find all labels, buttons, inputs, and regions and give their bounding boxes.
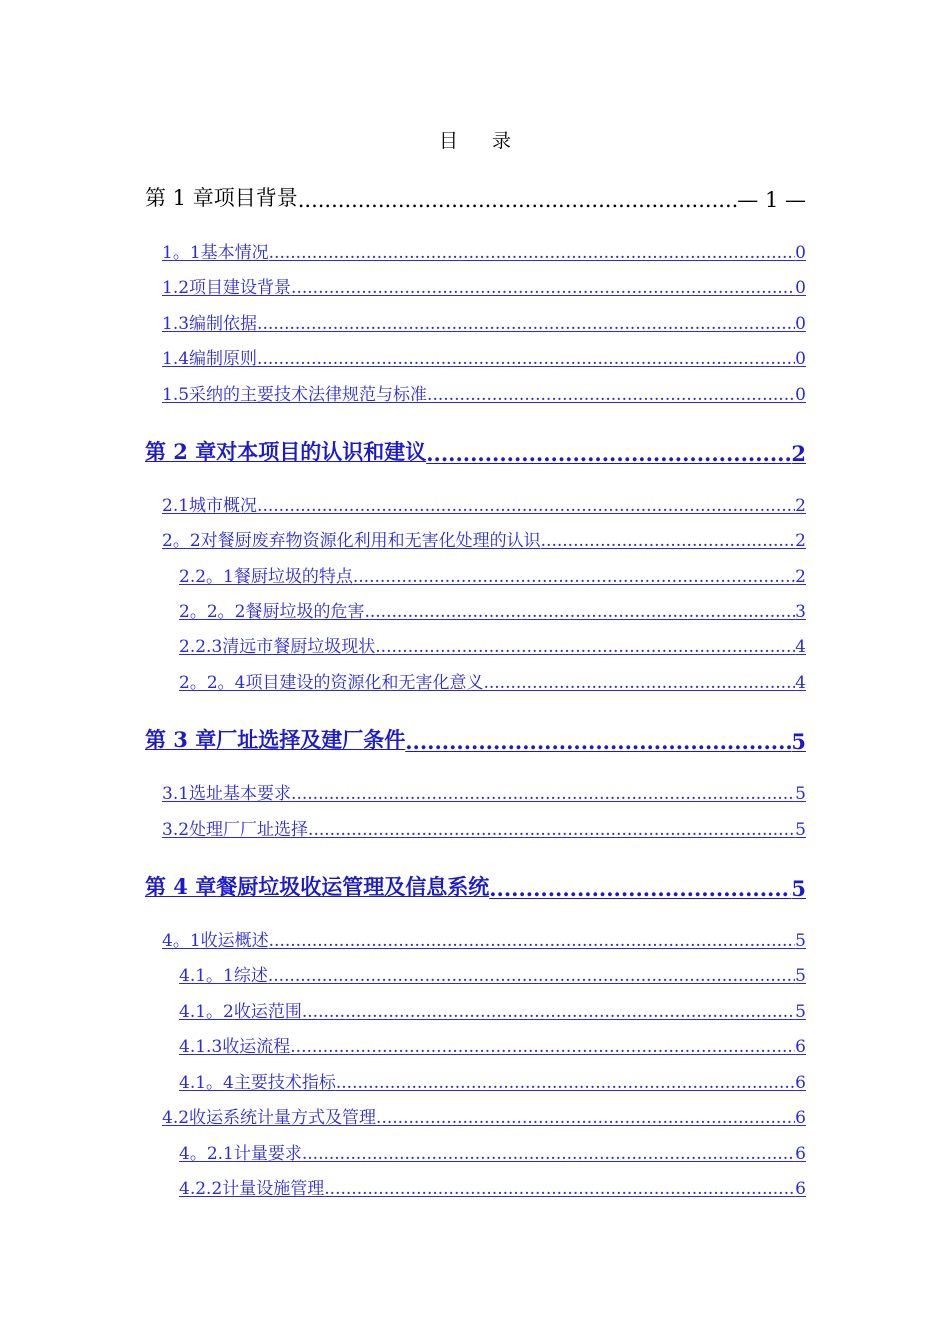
toc-entry-title: 对本项目的认识和建议 (216, 439, 427, 464)
toc-section-1-3[interactable] (162, 309, 806, 334)
toc-dot-leader (291, 278, 795, 298)
toc-entry-number: 第 4 章 (145, 874, 217, 899)
toc-section-2-1[interactable] (162, 491, 806, 516)
toc-chapter-2[interactable] (145, 436, 806, 466)
toc-entry-number: 2。2。4 (179, 673, 246, 693)
toc-entry-title: 基本情况 (200, 243, 269, 263)
toc-section-4-2[interactable] (162, 1103, 806, 1128)
toc-entry-title: 收运流程 (222, 1037, 291, 1057)
toc-entry-number: 1.5 (162, 385, 190, 405)
toc-page-number: 6 (795, 1179, 806, 1199)
toc-page-number: 2 (795, 567, 806, 587)
toc-section-1-5[interactable] (162, 380, 806, 405)
toc-page-number: 4 (795, 637, 806, 657)
toc-entry-title: 编制依据 (189, 314, 258, 334)
toc-entry-title: 采纳的主要技术法律规范与标准 (189, 385, 428, 405)
toc-page-number: 5 (795, 1002, 806, 1022)
toc-entry-title: 综述 (233, 966, 268, 986)
toc-dot-leader (290, 1037, 795, 1057)
toc-dot-leader (302, 1002, 795, 1022)
toc-section-4-1[interactable] (162, 926, 806, 951)
toc-dot-leader (483, 673, 795, 693)
toc-dot-leader (489, 876, 791, 901)
toc-entry-number: 第 1 章 (145, 186, 214, 210)
toc-entry-title: 编制原则 (189, 349, 258, 369)
toc-page-number: 3 (795, 602, 806, 622)
toc-entry-number: 4.1。4 (179, 1073, 234, 1093)
toc-chapter-3[interactable] (145, 724, 806, 754)
toc-entry-number: 4.2 (162, 1108, 190, 1128)
toc-page-number: 0 (795, 278, 806, 298)
toc-dot-leader (376, 1108, 795, 1128)
toc-dot-leader (324, 1179, 795, 1199)
toc-page-number: 5 (795, 966, 806, 986)
toc-page-number: 6 (795, 1073, 806, 1093)
toc-entry-title: 对餐厨废弃物资源化利用和无害化处理的认识 (200, 531, 541, 551)
toc-entry-title: 餐厨垃圾的特点 (233, 567, 353, 587)
toc-entry-number: 2.2。1 (179, 567, 234, 587)
toc-section-4-2-2[interactable] (179, 1174, 806, 1199)
toc-entry-title: 计量设施管理 (222, 1179, 325, 1199)
toc-entry-title: 项目背景 (213, 186, 298, 210)
toc-entry-number: 4。1 (162, 931, 201, 951)
toc-page-number: 6 (795, 1037, 806, 1057)
toc-entry-number: 3.1 (162, 784, 190, 804)
toc-dot-leader (426, 441, 791, 466)
toc-section-3-1[interactable] (162, 779, 806, 804)
toc-entry-title: 厂址选择及建厂条件 (216, 727, 406, 752)
toc-entry-number: 2。2 (162, 531, 201, 551)
toc-entry-number: 1.2 (162, 278, 190, 298)
toc-dot-leader (291, 784, 795, 804)
toc-entry-number: 1.3 (162, 314, 190, 334)
toc-page-number: 5 (795, 820, 806, 840)
toc-page-number: 6 (795, 1144, 806, 1164)
toc-section-2-2-1[interactable] (179, 562, 806, 587)
toc-entry-title: 主要技术指标 (233, 1073, 336, 1093)
page-title: 目 录 (438, 130, 526, 152)
toc-dot-leader (257, 496, 795, 516)
toc-entry-title: 收运系统计量方式及管理 (189, 1108, 377, 1128)
toc-entry-title: 城市概况 (189, 496, 258, 516)
toc-entry-title: 收运概述 (200, 931, 269, 951)
toc-page-number: 5 (791, 729, 806, 754)
toc-dot-leader (298, 188, 738, 212)
toc-page-number: 2 (791, 441, 806, 466)
toc-page-number: — 1 — (737, 188, 806, 212)
toc-page-number: 5 (795, 784, 806, 804)
toc-section-1-2[interactable] (162, 273, 806, 298)
toc-entry-title: 项目建设的资源化和无害化意义 (245, 673, 484, 693)
toc-dot-leader (269, 243, 796, 263)
toc-section-4-2-1[interactable] (179, 1139, 806, 1164)
toc-dot-leader (541, 531, 796, 551)
toc-dot-leader (257, 314, 795, 334)
toc-section-3-2[interactable] (162, 815, 806, 840)
toc-entry-title: 清远市餐厨垃圾现状 (222, 637, 376, 657)
toc-entry-number: 2.1 (162, 496, 190, 516)
toc-dot-leader (336, 1073, 795, 1093)
toc-page-number: 0 (795, 385, 806, 405)
toc-section-4-1-4[interactable] (179, 1068, 806, 1093)
toc-page-number: 6 (795, 1108, 806, 1128)
toc-section-4-1-3[interactable] (179, 1032, 806, 1057)
toc-page-number: 2 (795, 531, 806, 551)
toc-entry-number: 3.2 (162, 820, 190, 840)
toc-section-4-1-1[interactable] (179, 961, 806, 986)
toc-section-1-1[interactable] (162, 238, 806, 263)
toc-dot-leader (353, 567, 795, 587)
toc-entry-number: 4。2.1 (179, 1144, 234, 1164)
toc-dot-leader (427, 385, 795, 405)
toc-dot-leader (257, 349, 795, 369)
toc-dot-leader (302, 1144, 795, 1164)
toc-entry-title: 餐厨垃圾的危害 (245, 602, 365, 622)
toc-entry-title: 收运范围 (233, 1002, 302, 1022)
toc-entry-number: 第 3 章 (145, 727, 217, 752)
toc-entry-title: 选址基本要求 (189, 784, 292, 804)
toc-entry-number: 第 2 章 (145, 439, 217, 464)
toc-chapter-4[interactable] (145, 871, 806, 901)
toc-entry-number: 2.2.3 (179, 637, 223, 657)
toc-dot-leader (269, 931, 796, 951)
toc-entry-title: 处理厂厂址选择 (189, 820, 309, 840)
toc-entry-title: 项目建设背景 (189, 278, 292, 298)
toc-dot-leader (308, 820, 795, 840)
toc-entry-number: 4.1.3 (179, 1037, 223, 1057)
toc-section-1-4[interactable] (162, 344, 806, 369)
toc-section-4-1-2[interactable] (179, 997, 806, 1022)
toc-dot-leader (375, 637, 795, 657)
toc-entry-number: 4.2.2 (179, 1179, 223, 1199)
toc-page-number: 0 (795, 243, 806, 263)
toc-section-2-2[interactable] (162, 526, 806, 551)
toc-page-number: 5 (795, 931, 806, 951)
toc-page-number: 2 (795, 496, 806, 516)
toc-entry-number: 4.1。1 (179, 966, 234, 986)
toc-entry-title: 餐厨垃圾收运管理及信息系统 (216, 874, 490, 899)
toc-dot-leader (364, 602, 795, 622)
toc-dot-leader (268, 966, 795, 986)
toc-entry-number: 1。1 (162, 243, 201, 263)
toc-entry-title: 计量要求 (233, 1144, 302, 1164)
toc-section-2-2-4[interactable] (179, 668, 806, 693)
toc-section-2-2-3[interactable] (179, 632, 806, 657)
toc-entry-number: 2。2。2 (179, 602, 246, 622)
toc-page-number: 0 (795, 349, 806, 369)
toc-page-number: 0 (795, 314, 806, 334)
toc-chapter-1[interactable] (145, 182, 806, 212)
toc-entry-number: 1.4 (162, 349, 190, 369)
toc-page-number: 4 (795, 673, 806, 693)
toc-page-number: 5 (791, 876, 806, 901)
toc-entry-number: 4.1。2 (179, 1002, 234, 1022)
toc-dot-leader (405, 729, 791, 754)
toc-section-2-2-2[interactable] (179, 597, 806, 622)
